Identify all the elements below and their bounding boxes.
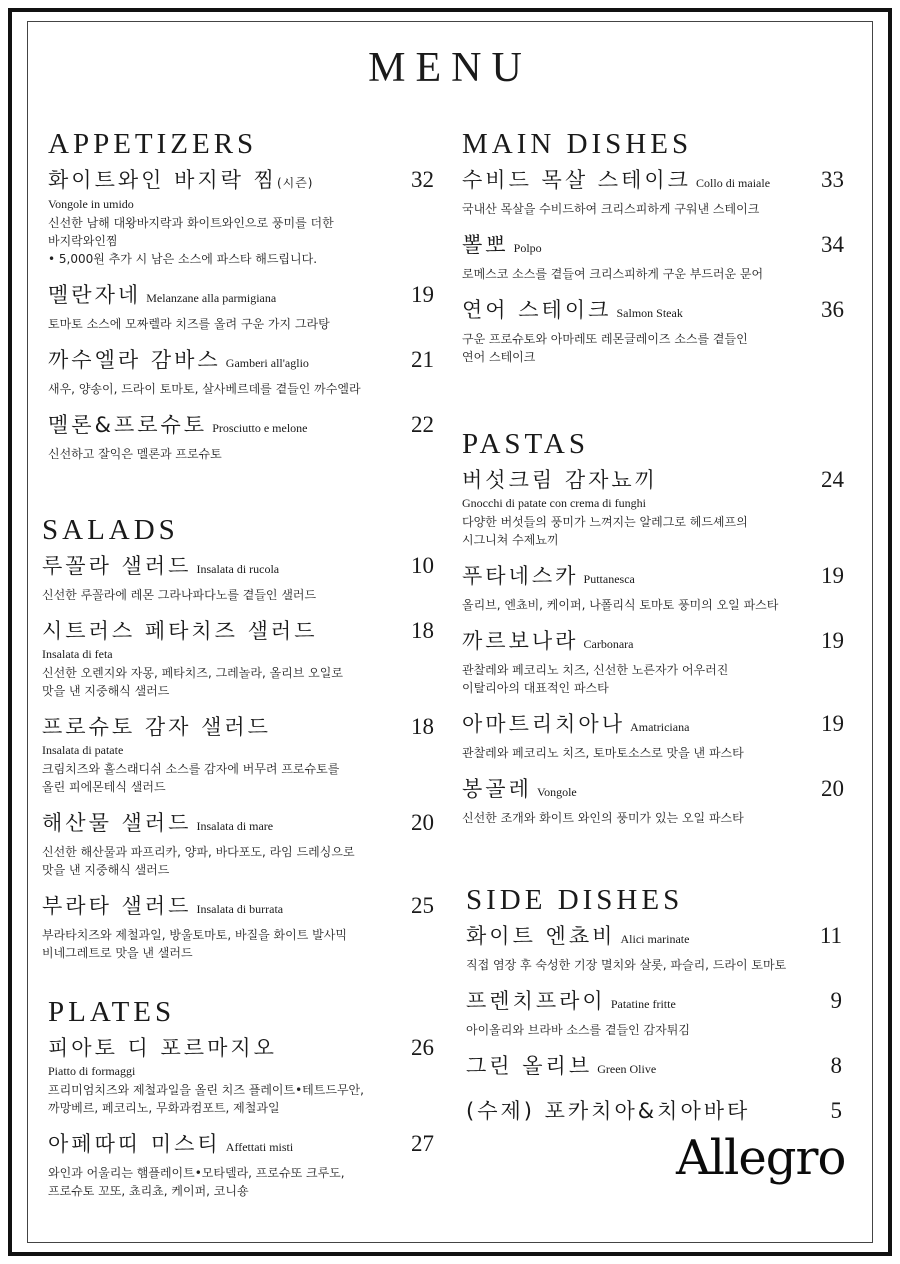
item-name-korean: 뽈뽀 bbox=[462, 233, 509, 257]
item-name-italian: Amatriciana bbox=[630, 720, 690, 734]
item-description bbox=[42, 586, 434, 604]
section-heading: APPETIZERS bbox=[48, 128, 258, 160]
menu-item bbox=[48, 410, 434, 463]
item-description bbox=[48, 380, 434, 398]
description-line: 올린 피에몬테식 샐러드 bbox=[42, 780, 166, 794]
section-appetizers bbox=[48, 128, 434, 475]
item-name-korean: 까수엘라 감바스 bbox=[48, 348, 221, 372]
item-price: 20 bbox=[821, 776, 844, 801]
item-name-italian: Salmon Steak bbox=[616, 306, 683, 320]
item-price: 25 bbox=[411, 893, 434, 918]
description-line: 까망베르, 페코리노, 무화과컴포트, 제철과일 bbox=[48, 1101, 280, 1115]
item-name-korean: 프로슈토 감자 샐러드 bbox=[42, 715, 271, 739]
menu-item bbox=[462, 774, 844, 827]
menu-title: MENU bbox=[368, 45, 532, 91]
item-description bbox=[462, 513, 844, 549]
item-description bbox=[48, 1081, 434, 1117]
item-name-italian: Vongole in umido bbox=[48, 197, 134, 211]
item-name-italian: Melanzane alla parmigiana bbox=[146, 291, 277, 305]
item-name-korean: 피아토 디 포르마지오 bbox=[48, 1036, 277, 1060]
menu-item bbox=[42, 808, 434, 879]
item-name-italian: Alici marinate bbox=[620, 932, 690, 946]
menu-item-header bbox=[48, 1033, 434, 1065]
item-price: 34 bbox=[821, 232, 844, 257]
item-name-italian: Prosciutto e melone bbox=[212, 421, 308, 435]
menu-item bbox=[462, 165, 844, 218]
menu-item bbox=[466, 921, 842, 974]
menu-item-header bbox=[42, 551, 434, 584]
description-line: 올리브, 엔쵸비, 케이퍼, 나폴리식 토마토 풍미의 오일 파스타 bbox=[462, 598, 779, 612]
description-line: 시그니쳐 수제뇨끼 bbox=[462, 533, 559, 547]
item-name-korean: (수제) 포카치아&치아바타 bbox=[466, 1099, 751, 1123]
menu-item-header bbox=[42, 808, 434, 841]
item-price: 19 bbox=[821, 628, 844, 653]
item-description bbox=[466, 956, 842, 974]
description-line: 프리미엄치즈와 제철과일을 올린 치즈 플레이트•테트드무안, bbox=[48, 1083, 364, 1097]
item-price: 21 bbox=[411, 347, 434, 372]
item-description bbox=[42, 843, 434, 879]
item-name-korean: 화이트 엔쵸비 bbox=[466, 924, 616, 948]
menu-item bbox=[42, 551, 434, 604]
item-description bbox=[42, 926, 434, 962]
menu-item-header bbox=[462, 465, 844, 497]
item-price: 36 bbox=[821, 297, 844, 322]
item-name-italian: Insalata di mare bbox=[196, 819, 274, 833]
menu-item bbox=[462, 295, 844, 366]
description-line: 토마토 소스에 모짜렐라 치즈를 올려 구운 가지 그라탕 bbox=[48, 317, 330, 331]
menu-item-header bbox=[48, 165, 434, 198]
menu-item bbox=[466, 1051, 842, 1084]
menu-item-header bbox=[462, 626, 844, 659]
item-price: 19 bbox=[821, 711, 844, 736]
menu-item-header bbox=[462, 295, 844, 328]
item-name-korean: 해산물 샐러드 bbox=[42, 811, 192, 835]
description-line: 직접 염장 후 숙성한 기장 멸치와 살롯, 파슬리, 드라이 토마토 bbox=[466, 958, 787, 972]
item-price: 19 bbox=[411, 282, 434, 307]
description-line: 국내산 목살을 수비드하여 크리스피하게 구워낸 스테이크 bbox=[462, 202, 760, 216]
item-name-italian: Affettati misti bbox=[225, 1140, 294, 1154]
item-name-italian: Vongole bbox=[536, 785, 577, 799]
item-price: 22 bbox=[411, 412, 434, 437]
item-description bbox=[462, 809, 844, 827]
description-line: 로메스코 소스를 곁들여 크리스피하게 구운 부드러운 문어 bbox=[462, 267, 764, 281]
item-name-italian: Insalata di burrata bbox=[196, 902, 284, 916]
item-price: 32 bbox=[411, 167, 434, 192]
item-description bbox=[48, 315, 434, 333]
description-line: 구운 프로슈토와 아마레또 레몬글레이즈 소스를 곁들인 bbox=[462, 332, 748, 346]
section-heading: MAIN DISHES bbox=[462, 128, 693, 160]
menu-item-header bbox=[466, 986, 842, 1019]
menu-item bbox=[48, 345, 434, 398]
menu-item-header bbox=[466, 1051, 842, 1084]
description-line: 부라타치즈와 제철과일, 방울토마토, 바질을 화이트 발사믹 bbox=[42, 928, 347, 942]
item-name-korean: 까르보나라 bbox=[462, 629, 579, 653]
menu-item-header bbox=[462, 709, 844, 742]
item-price: 11 bbox=[819, 923, 842, 948]
menu-item-header bbox=[462, 165, 844, 198]
description-line: 신선하고 잘익은 멜론과 프로슈토 bbox=[48, 447, 222, 461]
item-note: (시즌) bbox=[276, 176, 314, 190]
menu-item bbox=[462, 561, 844, 614]
item-description bbox=[466, 1021, 842, 1039]
menu-item bbox=[462, 230, 844, 283]
menu-item-header bbox=[462, 561, 844, 594]
item-description bbox=[42, 760, 434, 796]
menu-item-header bbox=[42, 891, 434, 924]
description-line: 바지락와인찜 bbox=[48, 234, 118, 248]
item-name-italian: Gnocchi di patate con crema di funghi bbox=[462, 496, 646, 510]
section-pastas bbox=[462, 428, 844, 839]
section-main-dishes bbox=[462, 128, 844, 378]
item-name-korean: 멜란자네 bbox=[48, 283, 142, 307]
item-description bbox=[462, 596, 844, 614]
description-line: 크림치즈와 홀스래디쉬 소스를 감자에 버무려 프로슈토를 bbox=[42, 762, 340, 776]
item-price: 20 bbox=[411, 810, 434, 835]
item-description bbox=[48, 1164, 434, 1200]
description-line: • 5,000원 추가 시 남은 소스에 파스타 해드립니다. bbox=[48, 252, 318, 266]
item-description bbox=[462, 330, 844, 366]
description-line: 관찰레와 페코리노 치즈, 신선한 노른자가 어우러진 bbox=[462, 663, 729, 677]
item-name-korean: 멜론&프로슈토 bbox=[48, 413, 208, 437]
item-name-italian: Insalata di feta bbox=[42, 647, 113, 661]
menu-item-header bbox=[48, 1129, 434, 1162]
menu-item-header bbox=[48, 410, 434, 443]
menu-item bbox=[42, 616, 434, 700]
item-description bbox=[48, 214, 434, 268]
section-salads bbox=[42, 514, 434, 974]
item-name-italian: Piatto di formaggi bbox=[48, 1064, 136, 1078]
item-description bbox=[462, 661, 844, 697]
item-description bbox=[48, 445, 434, 463]
item-price: 26 bbox=[411, 1035, 434, 1060]
item-name-korean: 프렌치프라이 bbox=[466, 989, 606, 1013]
item-name-korean: 시트러스 페타치즈 샐러드 bbox=[42, 619, 318, 643]
item-description bbox=[462, 744, 844, 762]
section-side-dishes bbox=[466, 884, 842, 1140]
allegro-logo: Allegro bbox=[676, 1130, 846, 1186]
menu-item-header bbox=[48, 280, 434, 313]
menu-item bbox=[466, 1096, 842, 1128]
menu-item bbox=[42, 712, 434, 796]
menu-item-header bbox=[42, 616, 434, 648]
item-name-korean: 아마트리치아나 bbox=[462, 712, 626, 736]
item-name-korean: 루꼴라 샐러드 bbox=[42, 554, 192, 578]
description-line: 신선한 남해 대왕바지락과 화이트와인으로 풍미를 더한 bbox=[48, 216, 334, 230]
section-heading: SIDE DISHES bbox=[466, 884, 684, 916]
item-description bbox=[462, 200, 844, 218]
section-plates bbox=[48, 996, 434, 1212]
menu-item-header bbox=[42, 712, 434, 744]
menu-item-header bbox=[462, 774, 844, 807]
menu-item bbox=[42, 891, 434, 962]
description-line: 연어 스테이크 bbox=[462, 350, 536, 364]
item-price: 33 bbox=[821, 167, 844, 192]
item-name-italian: Collo di maiale bbox=[696, 176, 771, 190]
description-line: 프로슈토 꼬또, 쵸리쵸, 케이퍼, 코니숑 bbox=[48, 1184, 249, 1198]
item-name-italian: Carbonara bbox=[583, 637, 634, 651]
item-name-italian: Polpo bbox=[513, 241, 542, 255]
item-name-italian: Gamberi all'aglio bbox=[225, 356, 309, 370]
menu-item bbox=[462, 626, 844, 697]
section-heading: PASTAS bbox=[462, 428, 590, 460]
description-line: 신선한 오렌지와 자몽, 페타치즈, 그레놀라, 올리브 오일로 bbox=[42, 666, 343, 680]
item-name-italian: Puttanesca bbox=[583, 572, 635, 586]
menu-item bbox=[462, 465, 844, 549]
item-name-korean: 푸타네스카 bbox=[462, 564, 579, 588]
menu-item-header bbox=[48, 345, 434, 378]
item-name-korean: 버섯크림 감자뇨끼 bbox=[462, 468, 658, 492]
description-line: 신선한 해산물과 파프리카, 양파, 바다포도, 라임 드레싱으로 bbox=[42, 845, 355, 859]
description-line: 관찰레와 페코리노 치즈, 토마토소스로 맛을 낸 파스타 bbox=[462, 746, 744, 760]
item-description bbox=[42, 664, 434, 700]
item-price: 5 bbox=[830, 1098, 842, 1123]
item-price: 10 bbox=[411, 553, 434, 578]
item-name-italian: Patatine fritte bbox=[610, 997, 676, 1011]
item-price: 24 bbox=[821, 467, 844, 492]
item-price: 9 bbox=[830, 988, 842, 1013]
item-description bbox=[462, 265, 844, 283]
menu-item bbox=[466, 986, 842, 1039]
item-name-italian: Insalata di patate bbox=[42, 743, 124, 757]
menu-item bbox=[48, 1033, 434, 1117]
item-name-korean: 그린 올리브 bbox=[466, 1054, 593, 1078]
description-line: 비네그레트로 맛을 낸 샐러드 bbox=[42, 946, 193, 960]
menu-item-header bbox=[466, 921, 842, 954]
item-price: 18 bbox=[411, 618, 434, 643]
item-name-korean: 아페따띠 미스티 bbox=[48, 1132, 221, 1156]
description-line: 새우, 양송이, 드라이 토마토, 살사베르데를 곁들인 까수엘라 bbox=[48, 382, 361, 396]
description-line: 맛을 낸 지중해식 샐러드 bbox=[42, 863, 170, 877]
description-line: 다양한 버섯들의 풍미가 느껴지는 알레그로 헤드셰프의 bbox=[462, 515, 748, 529]
menu-item-header bbox=[466, 1096, 842, 1128]
item-price: 8 bbox=[830, 1053, 842, 1078]
menu-item bbox=[48, 280, 434, 333]
menu-item bbox=[462, 709, 844, 762]
item-name-korean: 수비드 목살 스테이크 bbox=[462, 168, 691, 192]
description-line: 이탈리아의 대표적인 파스타 bbox=[462, 681, 609, 695]
section-heading: PLATES bbox=[48, 996, 176, 1028]
item-price: 18 bbox=[411, 714, 434, 739]
description-line: 신선한 루꼴라에 레몬 그라나파다노를 곁들인 샐러드 bbox=[42, 588, 317, 602]
description-line: 신선한 조개와 화이트 와인의 풍미가 있는 오일 파스타 bbox=[462, 811, 744, 825]
description-line: 와인과 어울리는 햄플레이트•모타델라, 프로슈또 크루도, bbox=[48, 1166, 345, 1180]
item-price: 27 bbox=[411, 1131, 434, 1156]
section-heading: SALADS bbox=[42, 514, 179, 546]
item-price: 19 bbox=[821, 563, 844, 588]
item-name-italian: Insalata di rucola bbox=[196, 562, 280, 576]
item-name-korean: 봉골레 bbox=[462, 777, 532, 801]
menu-item bbox=[48, 1129, 434, 1200]
menu-item-header bbox=[462, 230, 844, 263]
menu-item bbox=[48, 165, 434, 268]
item-name-korean: 부라타 샐러드 bbox=[42, 894, 192, 918]
item-name-korean: 화이트와인 바지락 찜 bbox=[48, 168, 277, 192]
description-line: 맛을 낸 지중해식 샐러드 bbox=[42, 684, 170, 698]
item-name-italian: Green Olive bbox=[597, 1062, 657, 1076]
description-line: 아이올리와 브라바 소스를 곁들인 감자튀김 bbox=[466, 1023, 690, 1037]
item-name-korean: 연어 스테이크 bbox=[462, 298, 612, 322]
